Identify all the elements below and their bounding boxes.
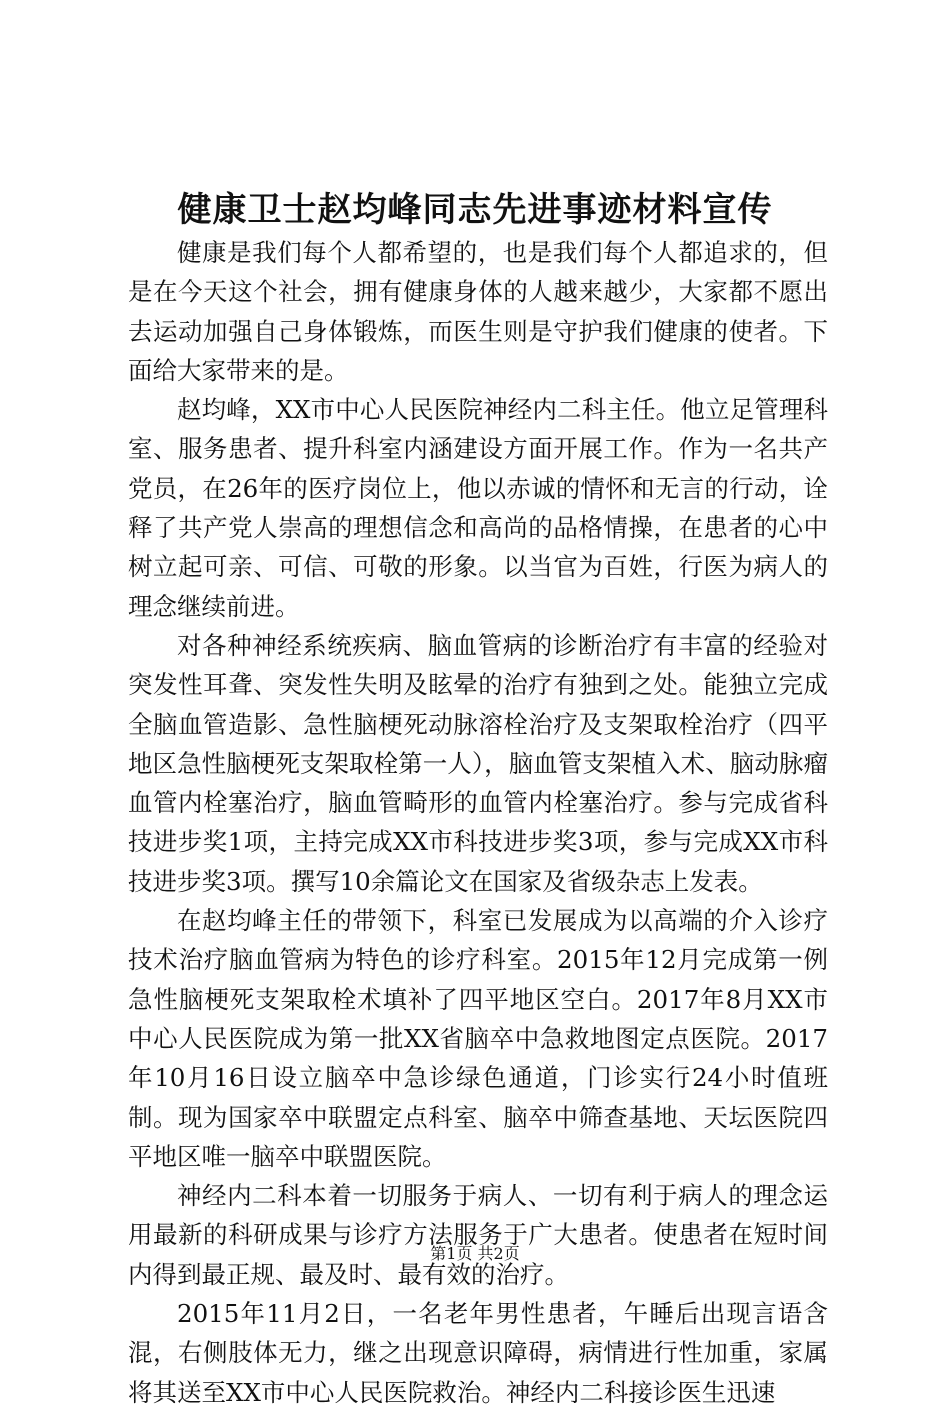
paragraph-service-philosophy: 神经内二科本着一切服务于病人、一切有利于病人的理念运用最新的科研成果与诊疗方法服务于广大患者。使患者在短时间内得到最正规、最及时、最有效的治疗。: [128, 1181, 828, 1289]
paragraph-case-story: 2015年11月2日，一名老年男性患者，午睡后出现言语含混，右侧肢体无力，继之出现意识障碍，病情进行性加重，家属将其送至XX市中心人民医院救治。神经内二科接诊医生迅速: [128, 1299, 828, 1407]
paragraph-department-development: 在赵均峰主任的带领下，科室已发展成为以高端的介入诊疗技术治疗脑血管病为特色的诊疗科室。2015年12月完成第一例急性脑梗死支架取栓术填补了四平地区空白。2017年8月XX市中心人民医院成为第一批XX省脑卒中急救地图定点医院。2017年10月16日设立脑卒中急诊绿色通道，门诊实行24小时值班制。现为国家卒中联盟定点科室、脑卒中筛查基地、天坛医院四平地区唯一脑卒中联盟医院。: [128, 906, 828, 1171]
paragraph-intro: 健康是我们每个人都希望的，也是我们每个人都追求的，但是在今天这个社会，拥有健康身体的人越来越少，大家都不愿出去运动加强自己身体锻炼，而医生则是守护我们健康的使者。下面给大家带来的是。: [128, 238, 828, 385]
document-body: [128, 233, 828, 1412]
document-title: 健康卫士赵均峰同志先进事迹材料宣传: [177, 190, 773, 230]
page-number-footer: 第1页 共2页: [430, 1244, 520, 1263]
paragraph-profile: 赵均峰，XX市中心人民医院神经内二科主任。他立足管理科室、服务患者、提升科室内涵建设方面开展工作。作为一名共产党员，在26年的医疗岗位上，他以赤诚的情怀和无言的行动，诠释了共产党人崇高的理想信念和高尚的品格情操，在患者的心中树立起可亲、可信、可敬的形象。以当官为百姓，行医为病人的理念继续前进。: [128, 395, 828, 621]
paragraph-expertise: 对各种神经系统疾病、脑血管病的诊断治疗有丰富的经验对突发性耳聋、突发性失明及眩晕的治疗有独到之处。能独立完成全脑血管造影、急性脑梗死动脉溶栓治疗及支架取栓治疗（四平地区急性脑梗死支架取栓第一人），脑血管支架植入术、脑动脉瘤血管内栓塞治疗，脑血管畸形的血管内栓塞治疗。参与完成省科技进步奖1项，主持完成XX市科技进步奖3项，参与完成XX市科技进步奖3项。撰写10余篇论文在国家及省级杂志上发表。: [128, 630, 828, 896]
